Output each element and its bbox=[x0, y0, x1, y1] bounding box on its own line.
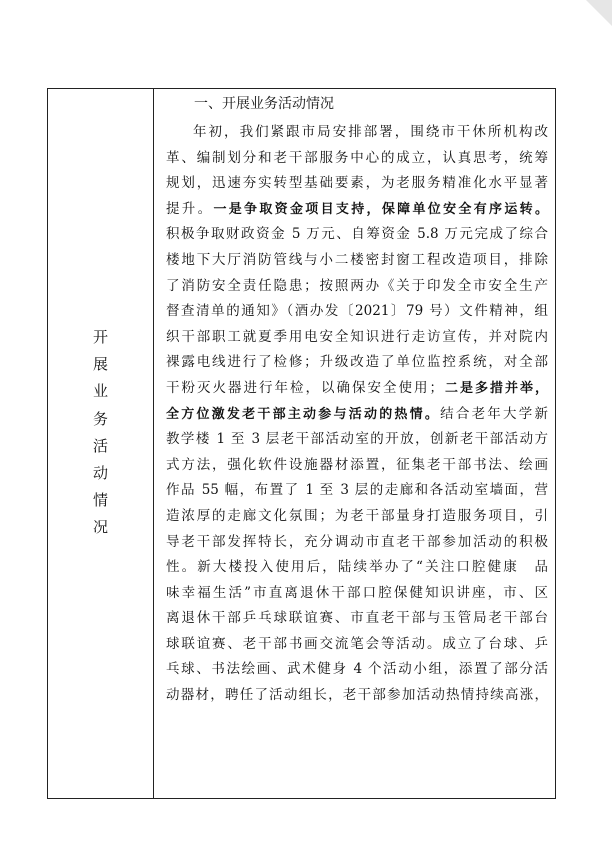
section-label-char: 动 bbox=[92, 463, 108, 482]
body-line: 式方法，强化软件设施器材添置，征集老干部书法、绘画 bbox=[166, 456, 548, 473]
body-line: 乓球、书法绘画、武术健身 4 个活动小组，添置了部分活 bbox=[166, 661, 548, 678]
column-divider bbox=[153, 89, 154, 798]
bold-phrase: 全方位激发老干部主动参与活动的热情。 bbox=[166, 406, 441, 422]
section-heading: 一、开展业务活动情况 bbox=[194, 96, 334, 112]
body-line: 球联谊赛、老干部书画交流笔会等活动。成立了台球、乒 bbox=[166, 635, 548, 652]
section-label-char: 情 bbox=[92, 491, 108, 510]
body-line: 提升。一是争取资金项目支持，保障单位安全有序运转。 bbox=[166, 200, 548, 217]
section-content bbox=[166, 94, 548, 709]
body-line: 教学楼 1 至 3 层老干部活动室的开放，创新老干部活动方 bbox=[166, 431, 548, 448]
page-corner-fold bbox=[586, 0, 612, 26]
section-label-char: 开 bbox=[92, 328, 108, 346]
body-line: 革、编制划分和老干部服务中心的成立，认真思考，统筹 bbox=[166, 149, 548, 166]
section-label-char: 况 bbox=[92, 518, 108, 537]
body-line: 织干部职工就夏季用电安全知识进行走访宣传，并对院内 bbox=[166, 328, 548, 345]
body-line: 了消防安全责任隐患；按照两办《关于印发全市安全生产 bbox=[166, 277, 548, 294]
body-line: 作品 55 幅，布置了 1 至 3 层的走廊和各活动室墙面，营 bbox=[166, 482, 548, 499]
body-line: 楼地下大厅消防管线与小二楼密封窗工程改造项目，排除 bbox=[166, 251, 548, 268]
bold-phrase: 二是多措并举， bbox=[443, 380, 548, 396]
body-line: 积极争取财政资金 5 万元、自筹资金 5.8 万元完成了综合 bbox=[166, 226, 548, 243]
body-line: 离退休干部乒乓球联谊赛、市直老干部与玉管局老干部台 bbox=[166, 610, 548, 627]
report-table bbox=[47, 88, 556, 799]
body-line: 年初，我们紧跟市局安排部署，围绕市干休所机构改 bbox=[193, 124, 548, 140]
body-line: 干粉灭火器进行年检，以确保安全使用；二是多措并举， bbox=[166, 379, 548, 396]
section-label bbox=[48, 324, 153, 542]
body-line: 性。新大楼投入使用后，陆续举办了“关注口腔健康 品 bbox=[166, 559, 548, 576]
body-line: 裸露电线进行了检修；升级改造了单位监控系统，对全部 bbox=[166, 354, 548, 371]
section-label-char: 活 bbox=[92, 436, 108, 455]
body-line: 全方位激发老干部主动参与活动的热情。结合老年大学新 bbox=[166, 405, 548, 422]
body-line: 味幸福生活”市直离退休干部口腔保健知识讲座，市、区 bbox=[166, 584, 548, 601]
body-line: 动器材，聘任了活动组长，老干部参加活动热情持续高涨， bbox=[166, 687, 548, 704]
body-line: 导老干部发挥特长，充分调动市直老干部参加活动的积极 bbox=[166, 533, 548, 550]
body-line: 造浓厚的走廊文化氛围；为老干部量身打造服务项目，引 bbox=[166, 507, 548, 524]
section-label-char: 展 bbox=[92, 355, 108, 374]
section-label-char: 务 bbox=[92, 409, 108, 428]
body-line: 督查清单的通知》（酒办发〔2021〕79 号）文件精神，组 bbox=[166, 303, 548, 320]
bold-phrase: 一是争取资金项目支持，保障单位安全有序运转。 bbox=[213, 201, 548, 217]
section-label-char: 业 bbox=[92, 382, 108, 401]
body-line: 规划，迅速夯实转型基础要素，为老服务精准化水平显著 bbox=[166, 175, 548, 192]
